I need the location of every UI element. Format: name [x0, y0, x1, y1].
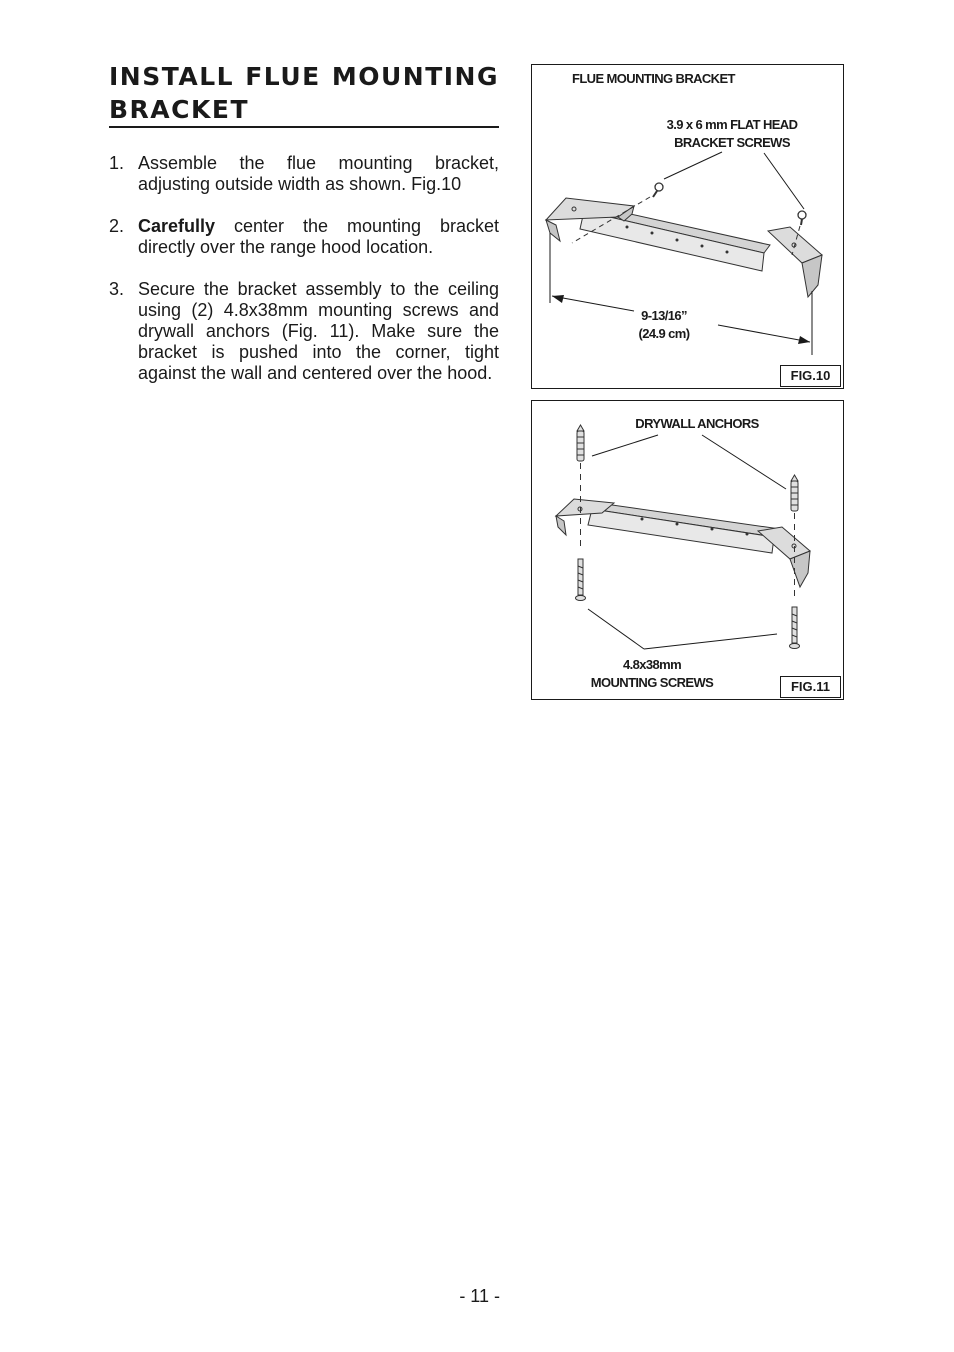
section-title: INSTALL FLUE MOUNTING BRACKET: [109, 62, 499, 124]
instruction-list: [109, 153, 499, 405]
page-number: - 11 -: [459, 1286, 500, 1306]
figure-10: [531, 64, 844, 389]
step-text: Assemble the flue mounting bracket, adjusting outside width as shown. Fig.10: [138, 153, 499, 194]
screw-label-line-2: BRACKET SCREWS: [674, 135, 790, 150]
dimension-inches: 9-13/16”: [641, 308, 687, 323]
bracket-label: FLUE MOUNTING BRACKET: [572, 71, 735, 86]
screw-label-line-1: 3.9 x 6 mm FLAT HEAD: [666, 117, 798, 132]
step-number: 1.: [109, 153, 125, 173]
step-text-rest: center the mounting bracket directly over the range hood location.: [138, 216, 499, 257]
step-text: Secure the bracket assembly to the ceiling using (2) 4.8x38mm mounting screws and drywall anchors (Fig. 11). Make sure the bracket is pushed into the corner, tight against the wall and centered over the hood.: [138, 279, 499, 383]
instruction-step: [109, 153, 499, 195]
step-text: [138, 216, 499, 258]
dimension-cm: (24.9 cm): [638, 326, 690, 341]
figure-11: [531, 400, 844, 700]
figure-tag: FIG.11: [780, 676, 841, 698]
mounting-illustration: [532, 401, 843, 699]
anchors-label: DRYWALL ANCHORS: [635, 416, 759, 431]
instruction-step: [109, 279, 499, 384]
title-underline: [109, 126, 499, 128]
step-number: 3.: [109, 279, 125, 299]
step-emphasis: Carefully: [138, 216, 216, 236]
mounting-screws-label-line-2: MOUNTING SCREWS: [590, 675, 714, 690]
figure-tag: FIG.10: [780, 365, 841, 387]
instruction-step: [109, 216, 499, 258]
step-number: 2.: [109, 216, 125, 236]
mounting-screws-label-line-1: 4.8x38mm: [622, 657, 682, 672]
